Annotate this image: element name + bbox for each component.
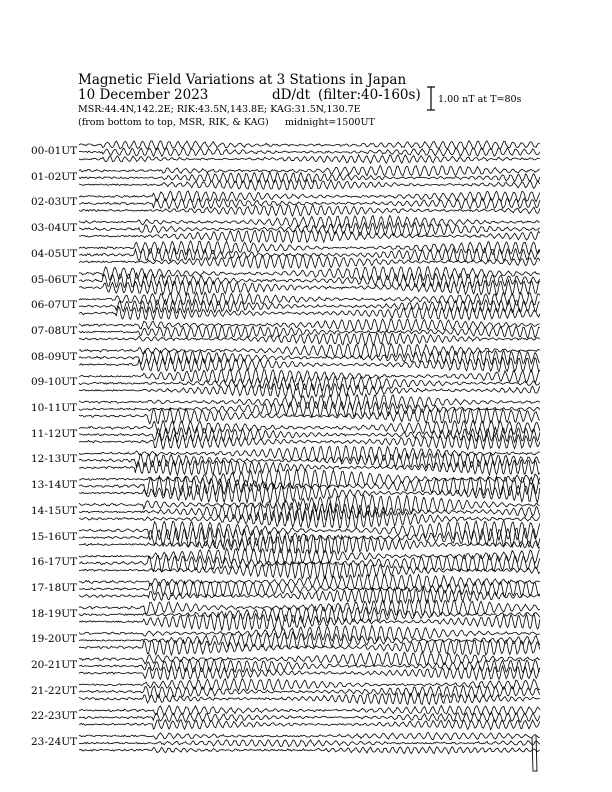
- trace-msr-21-22UT: [79, 693, 540, 705]
- trace-rik-22-23UT: [79, 713, 540, 723]
- trace-kag-21-22UT: [79, 678, 540, 691]
- trace-msr-09-10UT: [79, 383, 540, 397]
- hour-label: 11-12UT: [31, 427, 78, 440]
- trace-kag-09-10UT: [79, 369, 540, 384]
- trace-kag-19-20UT: [79, 626, 540, 642]
- trace-msr-06-07UT: [79, 307, 540, 320]
- hour-label: 12-13UT: [31, 453, 78, 466]
- trace-rik-08-09UT: [79, 350, 540, 364]
- trace-kag-02-03UT: [79, 191, 540, 202]
- midnight-note: midnight=1500UT: [285, 117, 375, 128]
- hour-label: 21-22UT: [31, 684, 78, 697]
- trace-rik-03-04UT: [79, 222, 540, 235]
- hour-label: 13-14UT: [31, 479, 78, 492]
- trace-msr-10-11UT: [79, 408, 540, 424]
- trace-kag-00-01UT: [79, 141, 540, 150]
- trace-msr-19-20UT: [79, 640, 540, 655]
- trace-msr-08-09UT: [79, 357, 540, 371]
- chart-date: 10 December 2023: [78, 87, 209, 103]
- hour-label: 05-06UT: [31, 273, 78, 286]
- hour-label: 18-19UT: [31, 607, 78, 620]
- trace-rik-02-03UT: [79, 198, 540, 209]
- trace-rik-23-24UT: [79, 740, 540, 747]
- trace-kag-12-13UT: [79, 446, 540, 462]
- station-coordinates: MSR:44.4N,142.2E; RIK:43.5N,143.8E; KAG:31.5N,130.7E: [78, 104, 361, 115]
- hour-label: 03-04UT: [31, 222, 78, 235]
- trace-msr-23-24UT: [79, 747, 540, 754]
- end-spike: [532, 735, 537, 771]
- trace-msr-12-13UT: [79, 460, 540, 476]
- trace-kag-08-09UT: [79, 343, 540, 358]
- hour-label: 17-18UT: [31, 581, 78, 594]
- chart-quantity: dD/dt: [272, 87, 311, 103]
- station-order-note: (from bottom to top, MSR, RIK, & KAG): [78, 117, 269, 128]
- hour-label: 23-24UT: [31, 736, 78, 749]
- hour-label: 16-17UT: [31, 556, 78, 569]
- trace-kag-18-19UT: [79, 599, 540, 616]
- hour-label: 00-01UT: [31, 145, 78, 157]
- hour-label: 01-02UT: [31, 170, 78, 183]
- trace-msr-22-23UT: [79, 719, 540, 729]
- trace-msr-16-17UT: [79, 562, 540, 579]
- trace-kag-20-21UT: [79, 652, 540, 665]
- hour-label: 19-20UT: [31, 633, 78, 646]
- hour-label: 04-05UT: [31, 247, 78, 260]
- chart-title: Magnetic Field Variations at 3 Stations in Japan: [78, 72, 407, 88]
- hour-label: 22-23UT: [31, 710, 78, 723]
- hour-label: 14-15UT: [31, 504, 78, 517]
- hour-label: 02-03UT: [31, 196, 78, 209]
- hour-label: 07-08UT: [31, 324, 78, 337]
- scale-label: 1.00 nT at T=80s: [438, 94, 522, 105]
- trace-kag-23-24UT: [79, 732, 540, 740]
- trace-rik-05-06UT: [79, 273, 540, 288]
- trace-kag-11-12UT: [79, 420, 540, 435]
- trace-kag-05-06UT: [79, 266, 540, 281]
- trace-kag-22-23UT: [79, 705, 540, 715]
- trace-rik-20-21UT: [79, 659, 540, 673]
- trace-msr-00-01UT: [79, 155, 540, 164]
- hour-label: 20-21UT: [31, 659, 78, 671]
- trace-rik-00-01UT: [79, 148, 540, 157]
- trace-rik-01-02UT: [79, 172, 540, 183]
- trace-kag-07-08UT: [79, 319, 540, 331]
- chart-filter: (filter:40-160s): [318, 87, 421, 103]
- trace-msr-01-02UT: [79, 179, 540, 190]
- hour-label: 15-16UT: [31, 530, 78, 543]
- trace-kag-06-07UT: [79, 292, 540, 305]
- trace-rik-17-18UT: [79, 581, 540, 597]
- hour-label: 10-11UT: [31, 402, 78, 414]
- trace-kag-03-04UT: [79, 216, 540, 229]
- trace-msr-11-12UT: [79, 434, 540, 449]
- hour-label: 06-07UT: [31, 299, 78, 312]
- hour-label: 09-10UT: [31, 376, 78, 389]
- hour-label: 08-09UT: [31, 350, 78, 363]
